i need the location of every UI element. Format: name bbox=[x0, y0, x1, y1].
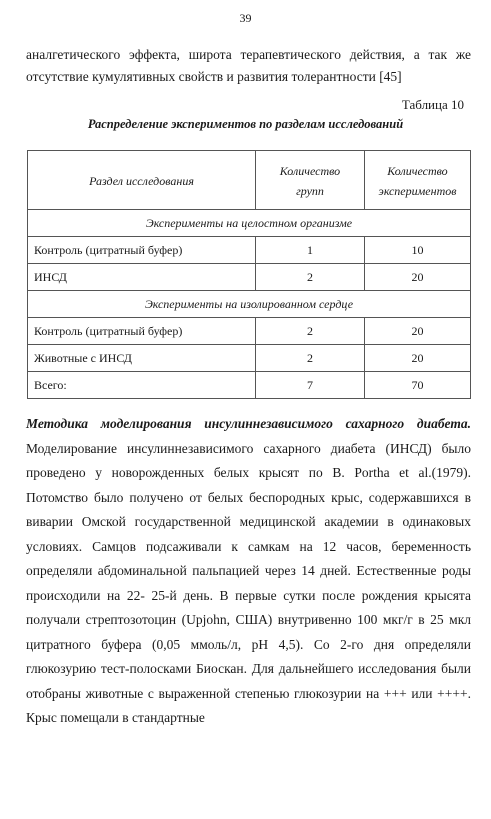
method-heading: Методика моделирования инсулиннезависимого сахарного диабета. bbox=[26, 416, 471, 431]
table-title: Распределение экспериментов по разделам исследований bbox=[87, 117, 404, 131]
row-name: Контроль (цитратный буфер) bbox=[28, 318, 256, 345]
row-name: Контроль (цитратный буфер) bbox=[28, 237, 256, 264]
page-number: 39 bbox=[239, 11, 252, 25]
table-label: Таблица 10 bbox=[401, 97, 464, 112]
table-row bbox=[28, 318, 471, 345]
header-groups: Количество групп bbox=[256, 151, 365, 210]
intro-line-2: отсутствие кумулятивных свойств и развития толерантности [45] bbox=[26, 69, 402, 84]
row-experiments: 20 bbox=[365, 264, 471, 291]
section-whole-organism: Эксперименты на целостном организме bbox=[28, 210, 471, 237]
table-section-row bbox=[28, 210, 471, 237]
row-groups: 1 bbox=[256, 237, 365, 264]
row-groups: 7 bbox=[256, 372, 365, 399]
intro-line-1: аналгетического эффекта, широта терапевтического действия, а так же bbox=[26, 47, 471, 62]
header-experiments: Количество экспериментов bbox=[365, 151, 471, 210]
table-header-row bbox=[28, 151, 471, 210]
row-experiments: 70 bbox=[365, 372, 471, 399]
method-text: Моделирование инсулиннезависимого сахарного диабета (ИНСД) было проведено у новорожденных белых крысят по B. Portha et al.(1979). Потомство было получено от белых беспородных крыс, содержавшихся в виварии Омской государственной медицинской академии в одинаковых условиях. Самцов подсаживали к самкам на 12 часов, беременность определяли абдоминальной пальпацией через 14 дней. Естественные роды происходили на 22- 25-й день. В первые сутки после рождения крысята получали стрептозотоцин (Upjohn, США) внутривенно 100 мкг/г в 25 мкл цитратного буфера (0,05 ммоль/л, pH 4,5). Со 2-го дня определяли глюкозурию тест-полосками Биоскан. Для дальнейшего исследования были отобраны животные с выраженной степенью глюкозурии на +++ или ++++. Крыс помещали в стандартные bbox=[26, 440, 471, 725]
table-total-row bbox=[28, 372, 471, 399]
row-name: Животные с ИНСД bbox=[28, 345, 256, 372]
row-name: Всего: bbox=[28, 372, 256, 399]
row-experiments: 20 bbox=[365, 345, 471, 372]
section-isolated-heart: Эксперименты на изолированном сердце bbox=[28, 291, 471, 318]
intro-paragraph bbox=[26, 44, 471, 88]
table-row bbox=[28, 264, 471, 291]
table-row bbox=[28, 237, 471, 264]
row-name: ИНСД bbox=[28, 264, 256, 291]
experiments-table bbox=[27, 150, 471, 399]
table-section-row bbox=[28, 291, 471, 318]
body-paragraph bbox=[26, 412, 471, 731]
row-experiments: 10 bbox=[365, 237, 471, 264]
row-experiments: 20 bbox=[365, 318, 471, 345]
row-groups: 2 bbox=[256, 318, 365, 345]
header-section: Раздел исследования bbox=[28, 151, 256, 210]
row-groups: 2 bbox=[256, 264, 365, 291]
table-row bbox=[28, 345, 471, 372]
row-groups: 2 bbox=[256, 345, 365, 372]
